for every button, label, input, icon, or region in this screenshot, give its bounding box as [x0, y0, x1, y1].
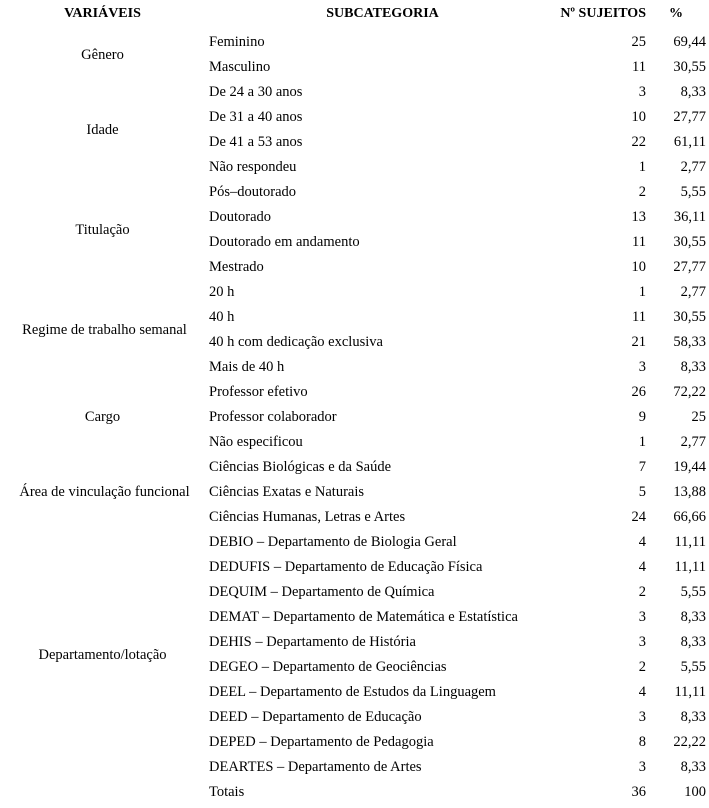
- cell-num-sujeitos: 4: [638, 558, 646, 575]
- cell-percent: 11,11: [674, 683, 706, 700]
- cell-subcategory: De 31 a 40 anos: [209, 108, 303, 125]
- variable-group-label: Cargo: [84, 409, 121, 425]
- variable-group-label: Área de vinculação funcional: [19, 484, 190, 500]
- cell-subcategory: DEHIS – Departamento de História: [209, 633, 416, 650]
- cell-num-sujeitos: 26: [631, 383, 646, 400]
- cell-num-sujeitos: 4: [638, 683, 646, 700]
- cell-num-sujeitos: 3: [638, 358, 646, 375]
- column-header-percent: %: [669, 6, 683, 21]
- cell-percent: 13,88: [673, 483, 706, 500]
- cell-subcategory: DEBIO – Departamento de Biologia Geral: [209, 533, 457, 550]
- cell-subcategory: Não especificou: [209, 433, 303, 450]
- cell-num-sujeitos: 24: [631, 508, 646, 525]
- table-row: [0, 680, 709, 705]
- table-row: [0, 480, 709, 505]
- cell-percent: 2,77: [680, 283, 706, 300]
- cell-percent: 8,33: [680, 708, 706, 725]
- table-row: [0, 705, 709, 730]
- cell-percent: 11,11: [674, 533, 706, 550]
- variable-group-label: Regime de trabalho semanal: [22, 321, 187, 338]
- table-row: [0, 555, 709, 580]
- cell-percent: 30,55: [673, 58, 706, 75]
- cell-percent: 27,77: [673, 108, 706, 125]
- cell-subcategory: Ciências Biológicas e da Saúde: [209, 458, 392, 475]
- table-row: [0, 155, 709, 180]
- cell-percent: 25: [691, 408, 706, 425]
- table-row: [0, 755, 709, 780]
- cell-subcategory: 40 h: [209, 308, 235, 325]
- cell-subcategory: Não respondeu: [209, 158, 297, 175]
- table-row: [0, 655, 709, 680]
- cell-num-sujeitos: 1: [638, 158, 646, 175]
- cell-subcategory: DEQUIM – Departamento de Química: [209, 583, 435, 600]
- cell-subcategory: Professor colaborador: [209, 408, 337, 425]
- cell-num-sujeitos: 7: [638, 458, 646, 475]
- table-header-row: [0, 0, 709, 28]
- table-row: [0, 330, 709, 355]
- variable-group-label: Titulação: [75, 221, 130, 238]
- cell-num-sujeitos: 8: [638, 733, 646, 750]
- table-row: [0, 505, 709, 530]
- cell-percent: 8,33: [680, 633, 706, 650]
- cell-percent: 8,33: [680, 608, 706, 625]
- cell-num-sujeitos: 36: [631, 783, 646, 800]
- cell-percent: 100: [684, 783, 706, 800]
- cell-subcategory: DEGEO – Departamento de Geociências: [209, 658, 447, 675]
- cell-subcategory: Pós–doutorado: [209, 183, 296, 200]
- cell-percent: 19,44: [673, 458, 706, 475]
- table-row: [0, 780, 709, 805]
- cell-num-sujeitos: 2: [638, 583, 646, 600]
- cell-percent: 69,44: [673, 33, 706, 50]
- column-header-subcategoria: SUBCATEGORIA: [326, 6, 439, 21]
- cell-percent: 5,55: [680, 183, 706, 200]
- cell-percent: 8,33: [680, 758, 706, 775]
- cell-percent: 66,66: [673, 508, 706, 525]
- column-header-num-sujeitos: Nº SUJEITOS: [560, 6, 646, 21]
- cell-subcategory: Doutorado: [209, 208, 272, 225]
- cell-num-sujeitos: 10: [631, 108, 646, 125]
- cell-subcategory: Doutorado em andamento: [209, 233, 360, 250]
- table-row: [0, 55, 709, 80]
- variable-group-label: Departamento/lotação: [38, 646, 167, 663]
- table-row: [0, 180, 709, 205]
- cell-percent: 8,33: [680, 358, 706, 375]
- cell-num-sujeitos: 25: [631, 33, 646, 50]
- table-row: [0, 255, 709, 280]
- table-row: [0, 130, 709, 155]
- cell-percent: 58,33: [673, 333, 706, 350]
- cell-subcategory: Mestrado: [209, 258, 264, 275]
- cell-num-sujeitos: 1: [638, 283, 646, 300]
- cell-num-sujeitos: 11: [632, 233, 646, 250]
- cell-subcategory: DEED – Departamento de Educação: [209, 708, 422, 725]
- cell-subcategory: 40 h com dedicação exclusiva: [209, 333, 383, 350]
- cell-num-sujeitos: 2: [638, 183, 646, 200]
- cell-num-sujeitos: 11: [632, 58, 646, 75]
- cell-subcategory: De 24 a 30 anos: [209, 83, 303, 100]
- cell-subcategory: 20 h: [209, 283, 235, 300]
- cell-subcategory: Totais: [209, 783, 245, 800]
- table-row: [0, 405, 709, 430]
- table-row: [0, 230, 709, 255]
- cell-percent: 2,77: [680, 158, 706, 175]
- cell-percent: 30,55: [673, 233, 706, 250]
- cell-num-sujeitos: 2: [638, 658, 646, 675]
- cell-num-sujeitos: 11: [632, 308, 646, 325]
- table-row: [0, 530, 709, 555]
- table-row: [0, 730, 709, 755]
- cell-num-sujeitos: 3: [638, 83, 646, 100]
- cell-subcategory: Ciências Exatas e Naturais: [209, 483, 365, 500]
- cell-num-sujeitos: 3: [638, 758, 646, 775]
- cell-percent: 30,55: [673, 308, 706, 325]
- cell-percent: 5,55: [680, 583, 706, 600]
- cell-subcategory: DEPED – Departamento de Pedagogia: [209, 733, 434, 750]
- table-row: [0, 80, 709, 105]
- cell-subcategory: Feminino: [209, 33, 265, 50]
- variable-group-label: Idade: [86, 121, 119, 138]
- cell-num-sujeitos: 13: [631, 208, 646, 225]
- cell-percent: 27,77: [673, 258, 706, 275]
- table-row: [0, 205, 709, 230]
- cell-percent: 8,33: [680, 83, 706, 100]
- variable-group-label: Gênero: [81, 46, 124, 63]
- cell-percent: 72,22: [673, 383, 706, 400]
- cell-num-sujeitos: 10: [631, 258, 646, 275]
- cell-subcategory: DEMAT – Departamento de Matemática e Estatística: [209, 608, 518, 625]
- cell-percent: 36,11: [673, 208, 706, 225]
- table-row: [0, 630, 709, 655]
- cell-percent: 22,22: [673, 733, 706, 750]
- cell-num-sujeitos: 5: [638, 483, 646, 500]
- table-row: [0, 605, 709, 630]
- table-row: [0, 580, 709, 605]
- table-row: [0, 380, 709, 405]
- cell-subcategory: DEDUFIS – Departamento de Educação Física: [209, 558, 483, 575]
- table-row: [0, 355, 709, 380]
- cell-subcategory: Professor efetivo: [209, 383, 308, 400]
- cell-num-sujeitos: 3: [638, 708, 646, 725]
- cell-percent: 61,11: [673, 133, 706, 150]
- cell-subcategory: Ciências Humanas, Letras e Artes: [209, 508, 406, 525]
- column-header-variaveis: VARIÁVEIS: [64, 6, 141, 21]
- table-row: [0, 305, 709, 330]
- cell-percent: 2,77: [680, 433, 706, 450]
- cell-num-sujeitos: 1: [638, 433, 646, 450]
- cell-subcategory: DEARTES – Departamento de Artes: [209, 758, 422, 775]
- cell-num-sujeitos: 22: [631, 133, 646, 150]
- table-row: [0, 280, 709, 305]
- cell-percent: 5,55: [680, 658, 706, 675]
- cell-percent: 11,11: [674, 558, 706, 575]
- cell-num-sujeitos: 3: [638, 608, 646, 625]
- cell-num-sujeitos: 3: [638, 633, 646, 650]
- cell-subcategory: DEEL – Departamento de Estudos da Linguagem: [209, 683, 496, 700]
- table-row: [0, 30, 709, 55]
- table-row: [0, 455, 709, 480]
- cell-num-sujeitos: 9: [638, 408, 646, 425]
- cell-subcategory: Mais de 40 h: [209, 358, 285, 375]
- cell-subcategory: De 41 a 53 anos: [209, 133, 303, 150]
- cell-num-sujeitos: 21: [631, 333, 646, 350]
- table-row: [0, 430, 709, 455]
- cell-num-sujeitos: 4: [638, 533, 646, 550]
- table-row: [0, 105, 709, 130]
- cell-subcategory: Masculino: [209, 58, 271, 75]
